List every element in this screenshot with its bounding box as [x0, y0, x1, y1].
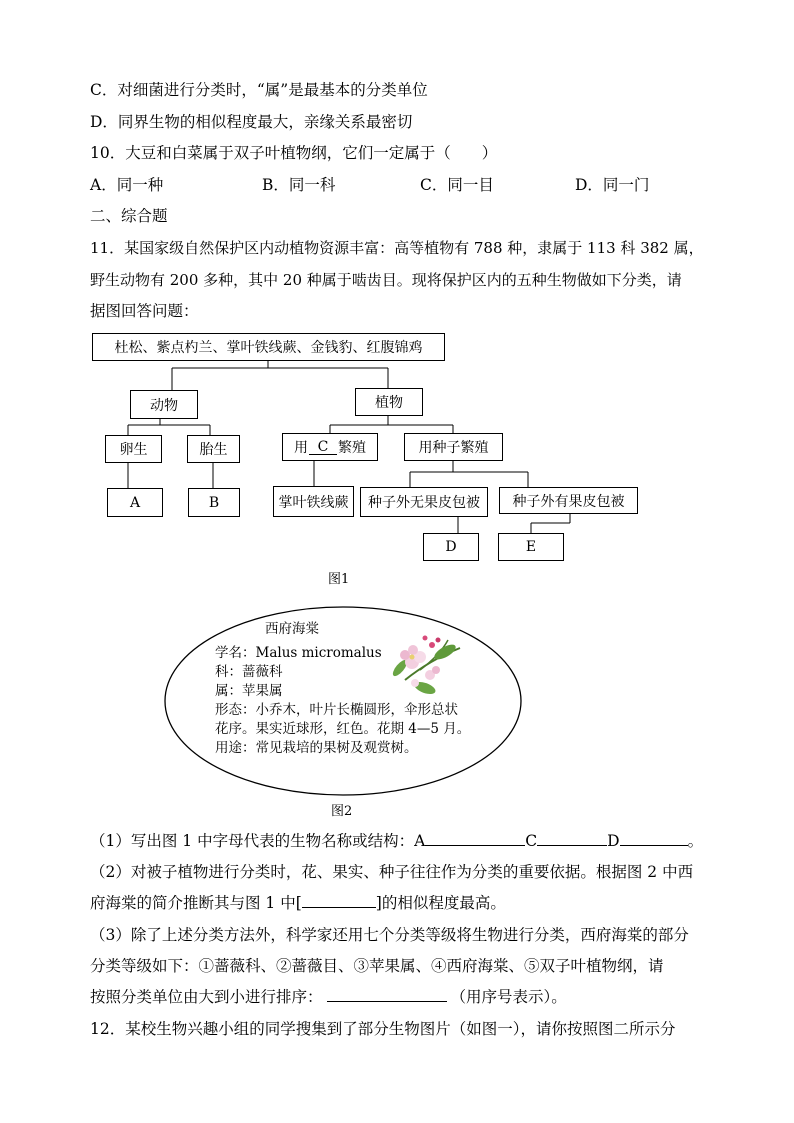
- answer-blank-c[interactable]: [537, 831, 607, 846]
- fig2-use: 用途：常见栽培的果树及观赏树。: [215, 740, 418, 756]
- fig1-a-box: A: [107, 488, 163, 517]
- fig2-family: 科：蔷薇科: [215, 664, 283, 680]
- fig2-sci-name: 学名：Malus micromalus: [215, 645, 382, 661]
- fig1-fern-box: 掌叶铁线蕨: [273, 486, 354, 517]
- q11-sub3-line3-a: 按照分类单位由大到小进行排序：: [90, 988, 323, 1006]
- fig1-seed-naked-box: 种子外无果皮包被: [360, 487, 488, 517]
- fig1-seed-box: 用种子繁殖: [404, 433, 503, 461]
- answer-blank-order[interactable]: [327, 987, 447, 1002]
- fig1-b-box: B: [188, 488, 240, 517]
- q11-sub3-line3: [90, 987, 567, 1007]
- q11-line3: 据图回答问题：: [90, 302, 199, 320]
- q11-sub3-line1: （3）除了上述分类方法外，科学家还用七个分类等级将生物进行分类，西府海棠的部分: [90, 926, 689, 944]
- q11-sub1: [90, 831, 703, 851]
- q11-sub1-d: D: [607, 832, 620, 850]
- section-title: 二、综合题: [90, 207, 168, 225]
- q9-option-d: D．同界生物的相似程度最大，亲缘关系最密切: [90, 113, 413, 131]
- q9-option-c: C．对细菌进行分类时，“属”是最基本的分类单位: [90, 81, 428, 99]
- fig2-morph2: 花序。果实近球形，红色。花期 4—5 月。: [215, 721, 471, 737]
- q10-option-d: D．同一门: [575, 176, 650, 194]
- fig1-d-box: D: [423, 533, 479, 561]
- fig1-animal-box: 动物: [130, 390, 198, 419]
- q11-sub1-c: C: [525, 832, 538, 850]
- q11-sub2-line2: [90, 893, 506, 913]
- fig1-spore-prefix: 用: [294, 440, 308, 456]
- fig2-genus: 属：苹果属: [215, 683, 283, 699]
- answer-blank-similar[interactable]: [302, 893, 376, 908]
- q11-sub2-line1: （2）对被子植物进行分类时，花、果实、种子往往作为分类的重要依据。根据图 2 中西: [90, 863, 694, 881]
- fig1-spore-blank: C: [309, 440, 337, 455]
- q11-line1: 11．某国家级自然保护区内动植物资源丰富：高等植物有 788 种，隶属于 113 科 382 属，: [90, 239, 704, 257]
- fig1-oviparous-box: 卵生: [105, 435, 162, 463]
- fig1-seed-covered-box: 种子外有果皮包被: [499, 487, 638, 514]
- q11-sub3-line3-b: （用序号表示）。: [450, 988, 567, 1006]
- fig1-e-box: E: [498, 533, 564, 561]
- fig2-title: 西府海棠: [265, 621, 319, 637]
- answer-blank-d[interactable]: [620, 831, 688, 846]
- q12-line1: 12．某校生物兴趣小组的同学搜集到了部分生物图片（如图一），请你按照图二所示分: [90, 1020, 676, 1038]
- fig2-caption: 图2: [331, 804, 353, 819]
- q10-option-a: A．同一种: [90, 176, 164, 194]
- q11-sub2-line2-a: 府海棠的简介推断其与图 1 中[: [90, 894, 302, 912]
- fig2-morph1: 形态：小乔木，叶片长椭圆形，伞形总状: [215, 702, 458, 718]
- q10-stem: 10．大豆和白菜属于双子叶植物纲，它们一定属于（ ）: [90, 144, 498, 162]
- q11-sub3-line2: 分类等级如下：①蔷薇科、②蔷薇目、③苹果属、④西府海棠、⑤双子叶植物纲，请: [90, 957, 664, 975]
- fig1-top-box: 杜松、紫点杓兰、掌叶铁线蕨、金钱豹、红腹锦鸡: [92, 333, 445, 361]
- fig1-spore-suffix: 繁殖: [338, 440, 366, 456]
- fig1-plant-box: 植物: [355, 388, 423, 416]
- q11-line2: 野生动物有 200 多种，其中 20 种属于啮齿目。现将保护区内的五种生物做如下分类，请: [90, 271, 682, 289]
- flower-icon: [391, 636, 460, 697]
- q11-sub2-line2-b: ]的相似程度最高。: [375, 894, 506, 912]
- fig1-viviparous-box: 胎生: [187, 435, 240, 463]
- q11-sub1-end: 。: [687, 832, 704, 850]
- q10-option-b: B．同一科: [262, 176, 336, 194]
- q11-sub1-prefix: （1）写出图 1 中字母代表的生物名称或结构：A: [90, 832, 426, 850]
- answer-blank-a[interactable]: [425, 831, 525, 846]
- fig1-caption: 图1: [328, 572, 350, 587]
- q10-option-c: C．同一目: [420, 176, 494, 194]
